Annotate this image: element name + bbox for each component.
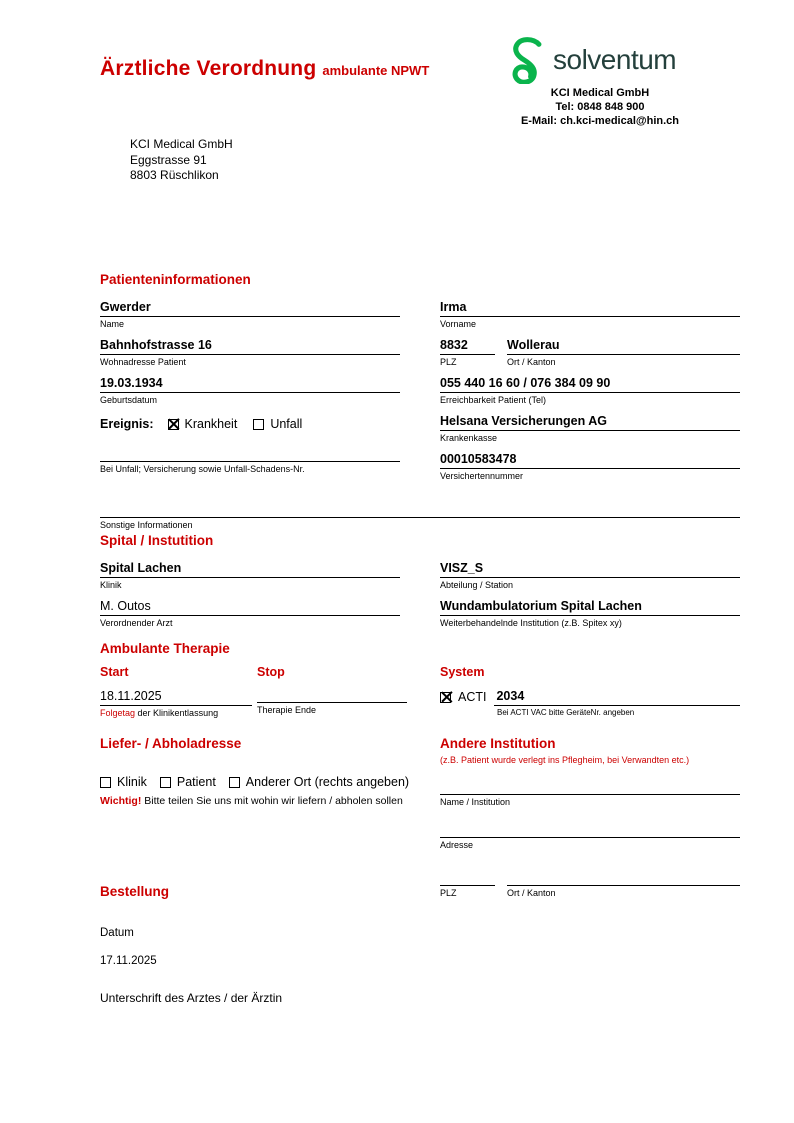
clinic-label: Klinik: [100, 580, 122, 590]
order-date-label: Datum: [100, 927, 134, 939]
field-other-info: [100, 503, 740, 531]
plz-city-row: [440, 337, 740, 375]
field-plz: [440, 337, 495, 368]
order-date-value: 17.11.2025: [100, 955, 157, 967]
section-hospital: [100, 533, 740, 636]
insurance-number-label: Versichertennummer: [440, 471, 524, 481]
delivery-section-heading: Liefer- / Abholadresse: [100, 736, 242, 751]
field-firstname: [440, 299, 740, 330]
other-institution-plz-label: PLZ: [440, 888, 457, 898]
acti-label: ACTI: [458, 690, 487, 704]
anderer-ort-checkbox[interactable]: [229, 777, 240, 788]
system-note: Bei ACTI VAC bitte GeräteNr. angeben: [497, 708, 635, 717]
other-institution-plz-input[interactable]: [440, 864, 495, 886]
important-word: Wichtig!: [100, 795, 142, 807]
event-option-unfall: [253, 417, 302, 431]
anderer-ort-label: Anderer Ort (rechts angeben): [245, 775, 410, 789]
city-input[interactable]: Wollerau: [507, 337, 740, 355]
accident-number-label: Bei Unfall; Versicherung sowie Unfall-Schadens-Nr.: [100, 464, 305, 474]
name-input[interactable]: Gwerder: [100, 299, 400, 317]
therapy-start-label: [100, 706, 252, 718]
delivery-option-patient: [160, 775, 216, 789]
form-title: Ärztliche Verordnung: [100, 57, 317, 80]
sender-address-block: [130, 137, 233, 184]
delivery-option-anderer-ort: [229, 775, 409, 789]
unfall-checkbox[interactable]: [253, 419, 264, 430]
section-therapy: [100, 641, 740, 725]
other-institution-city-input[interactable]: [507, 864, 740, 886]
phone-label: Erreichbarkeit Patient (Tel): [440, 395, 547, 405]
start-heading: Start: [100, 665, 129, 679]
other-institution-address-input[interactable]: [440, 816, 740, 838]
patient-right-column: [440, 299, 740, 489]
vendor-email: E-Mail: ch.kci-medical@hin.ch: [520, 115, 680, 127]
therapy-stop-input[interactable]: [257, 688, 407, 703]
unfall-label: Unfall: [270, 417, 303, 431]
insurance-input[interactable]: Helsana Versicherungen AG: [440, 413, 740, 431]
institution-label: Weiterbehandelnde Institution (z.B. Spitex xy): [440, 618, 622, 628]
event-row: [100, 414, 400, 434]
firstname-label: Vorname: [440, 319, 477, 329]
therapy-start-label-rest: der Klinikentlassung: [135, 708, 219, 718]
other-institution-address-label: Adresse: [440, 840, 474, 850]
sender-company: KCI Medical GmbH: [130, 137, 233, 151]
birthdate-label: Geburtsdatum: [100, 395, 158, 405]
delivery-option-klinik: [100, 775, 147, 789]
solventum-logo-icon: [506, 36, 546, 84]
important-rest: Bitte teilen Sie uns mit wohin wir liefern / abholen sollen: [141, 795, 403, 807]
section-other-institution: [440, 736, 740, 904]
field-birthdate: [100, 375, 400, 406]
stop-heading: Stop: [257, 665, 285, 679]
sender-city: 8803 Rüschlikon: [130, 168, 219, 182]
clinic-input[interactable]: Spital Lachen: [100, 560, 400, 578]
sender-street: Eggstrasse 91: [130, 152, 207, 167]
other-institution-heading: Andere Institution: [440, 736, 556, 751]
birthdate-input[interactable]: 19.03.1934: [100, 375, 400, 393]
klinik-label: Klinik: [117, 775, 147, 789]
patient-address-input[interactable]: Bahnhofstrasse 16: [100, 337, 400, 355]
page-title: [100, 57, 429, 81]
field-city: [507, 337, 740, 368]
hospital-left-column: [100, 560, 400, 636]
plz-input[interactable]: 8832: [440, 337, 495, 355]
therapy-start-input[interactable]: 18.11.2025: [100, 688, 252, 706]
hospital-section-heading: Spital / Instutition: [100, 533, 214, 548]
other-info-input[interactable]: [100, 503, 740, 518]
field-other-institution-city: [507, 864, 740, 899]
patient-label: Patient: [176, 775, 216, 789]
other-institution-city-label: Ort / Kanton: [507, 888, 556, 898]
section-delivery: [100, 736, 435, 807]
field-therapy-stop: [257, 688, 407, 715]
field-clinic: [100, 560, 400, 591]
therapy-system-column: [440, 665, 740, 725]
accident-number-input[interactable]: [100, 447, 400, 462]
therapy-stop-label: Therapie Ende: [257, 705, 317, 715]
field-insurance-number: [440, 451, 740, 482]
device-number-input[interactable]: 2034: [494, 688, 740, 706]
field-therapy-start: [100, 688, 252, 718]
vendor-company: KCI Medical GmbH: [550, 87, 650, 99]
patient-checkbox[interactable]: [160, 777, 171, 788]
firstname-input[interactable]: Irma: [440, 299, 740, 317]
insurance-label: Krankenkasse: [440, 433, 498, 443]
other-info-label: Sonstige Informationen: [100, 520, 193, 530]
field-other-institution-name: [440, 773, 740, 808]
field-insurance: [440, 413, 740, 444]
form-subtitle: ambulante NPWT: [322, 63, 430, 78]
name-label: Name: [100, 319, 125, 329]
patient-address-label: Wohnadresse Patient: [100, 357, 186, 367]
krankheit-checkbox[interactable]: [168, 419, 179, 430]
therapy-start-label-red: Folgetag: [100, 708, 136, 718]
acti-checkbox[interactable]: [440, 692, 451, 703]
system-heading: System: [440, 665, 485, 679]
event-caption: Ereignis:: [100, 417, 154, 431]
field-doctor: [100, 598, 400, 629]
institution-input[interactable]: Wundambulatorium Spital Lachen: [440, 598, 740, 616]
system-row: [440, 688, 740, 706]
field-institution: [440, 598, 740, 629]
field-phone: [440, 375, 740, 406]
insurance-number-input[interactable]: 00010583478: [440, 451, 740, 469]
vendor-contact-block: [500, 86, 700, 128]
other-institution-note: (z.B. Patient wurde verlegt ins Pflegheim, bei Verwandten etc.): [440, 755, 690, 765]
city-label: Ort / Kanton: [507, 357, 556, 367]
hospital-right-column: [440, 560, 740, 636]
klinik-checkbox[interactable]: [100, 777, 111, 788]
order-section-heading: Bestellung: [100, 884, 170, 899]
signature-label: Unterschrift des Arztes / der Ärztin: [100, 991, 283, 1005]
vendor-tel: Tel: 0848 848 900: [555, 101, 645, 113]
therapy-section-heading: Ambulante Therapie: [100, 641, 230, 656]
section-patient-info: [100, 272, 740, 538]
solventum-logo-text: solventum: [553, 44, 677, 75]
field-name: [100, 299, 400, 330]
department-label: Abteilung / Station: [440, 580, 514, 590]
field-patient-address: [100, 337, 400, 368]
doctor-label: Verordnender Arzt: [100, 618, 173, 628]
other-institution-name-input[interactable]: [440, 773, 740, 795]
field-department: [440, 560, 740, 591]
solventum-logo: [506, 36, 676, 84]
department-input[interactable]: VISZ_S: [440, 560, 740, 578]
field-other-institution-address: [440, 816, 740, 851]
other-institution-name-label: Name / Institution: [440, 797, 511, 807]
delivery-options-row: [100, 775, 435, 789]
delivery-important-note: [100, 795, 435, 807]
patient-left-column: [100, 299, 400, 489]
section-order: [100, 884, 500, 1005]
therapy-start-column: [100, 665, 252, 725]
doctor-input[interactable]: M. Outos: [100, 598, 400, 616]
plz-label: PLZ: [440, 357, 457, 367]
event-option-krankheit: [168, 417, 238, 431]
therapy-stop-column: [257, 665, 407, 725]
krankheit-label: Krankheit: [184, 417, 238, 431]
field-accident-number: [100, 447, 400, 475]
patient-section-heading: Patienteninformationen: [100, 272, 251, 287]
phone-input[interactable]: 055 440 16 60 / 076 384 09 90: [440, 375, 740, 393]
